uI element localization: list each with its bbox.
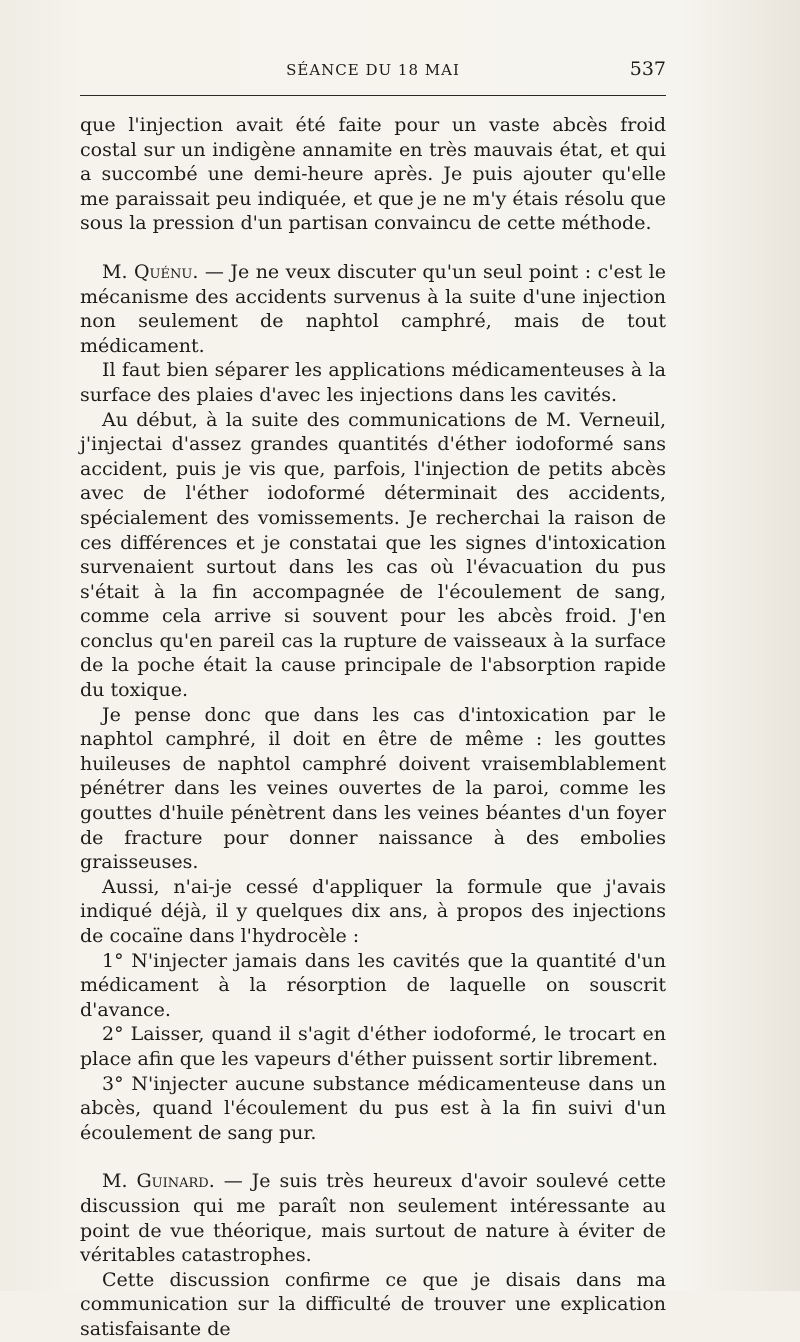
- paragraph-1: que l'injection avait été faite pour un vaste abcès froid costal sur un indigène annamite en très mauvais état, et qui a succombé une demi-heure après. Je puis ajouter qu'elle me paraissait peu indiquée, et que je ne m'y étais résolu que sous la pression d'un partisan convaincu de cette méthode.: [80, 114, 666, 235]
- page-header: [80, 58, 666, 88]
- paragraph-4: Au début, à la suite des communications de M. Verneuil, j'injectai d'assez grandes quantités d'éther iodoformé sans accident, puis je vis que, parfois, l'injection de petits abcès avec de l'éther iodoformé déterminait des accidents, spécialement des vomissements. Je recherchai la raison de ces différences et je constatai que les signes d'intoxication survenaient surtout dans les cas où l'évacuation du pus s'était à la fin accompagnée de l'écoulement de sang, comme cela arrive si souvent pour les abcès froid. J'en conclus qu'en pareil cas la rupture de vaisseaux à la surface de la poche était la cause principale de l'absorption rapide du toxique.: [80, 408, 666, 702]
- paragraph-quenu-text: — Je ne veux discuter qu'un seul point : c'est le mécanisme des accidents survenus à la suite d'une injection non seulement de naphtol camphré, mais de tout médicament.: [80, 260, 666, 357]
- paragraph-6: Aussi, n'ai-je cessé d'appliquer la formule que j'avais indiqué déjà, il y quelques dix ans, à propos des injections de cocaïne dans l'hydrocèle :: [80, 875, 666, 947]
- page-number: 537: [629, 58, 666, 80]
- paragraph-5: Je pense donc que dans les cas d'intoxication par le naphtol camphré, il doit en être de même : les gouttes huileuses de naphtol camphré doivent vraisemblablement pénétrer dans les veines ouvertes de la paroi, comme les gouttes d'huile pénètrent dans les veines béantes d'un foyer de fracture pour donner naissance à des embolies graisseuses.: [80, 703, 666, 874]
- speaker-guinard: M. Guinard.: [102, 1170, 215, 1193]
- paragraph-quenu: [80, 260, 666, 358]
- paragraph-3: Il faut bien séparer les applications médicamenteuses à la surface des plaies d'avec les injections dans les cavités.: [80, 359, 666, 406]
- paragraph-guinard-text: — Je suis très heureux d'avoir soulevé cette discussion qui me paraît non seulement intéressante au point de vue théorique, mais surtout de nature à éviter de véritables catastrophes.: [80, 1170, 666, 1267]
- paragraph-11: Cette discussion confirme ce que je disais dans ma communication sur la difficulté de trouver une explication satisfaisante de: [80, 1268, 666, 1340]
- speaker-quenu: M. Quénu.: [102, 260, 199, 283]
- list-item-1: 1° N'injecter jamais dans les cavités que la quantité d'un médicament à la résorption de laquelle on souscrit d'avance.: [80, 949, 666, 1021]
- list-item-3: 3° N'injecter aucune substance médicamenteuse dans un abcès, quand l'écoulement du pus est à la fin suivi d'un écoulement de sang pur.: [80, 1072, 666, 1144]
- header-rule: [80, 95, 666, 96]
- list-item-2: 2° Laisser, quand il s'agit d'éther iodoformé, le trocart en place afin que les vapeurs d'éther puissent sortir librement.: [80, 1023, 666, 1070]
- body-text: [80, 113, 666, 1342]
- running-head: SÉANCE DU 18 MAI: [286, 61, 460, 79]
- paragraph-guinard: [80, 1169, 666, 1267]
